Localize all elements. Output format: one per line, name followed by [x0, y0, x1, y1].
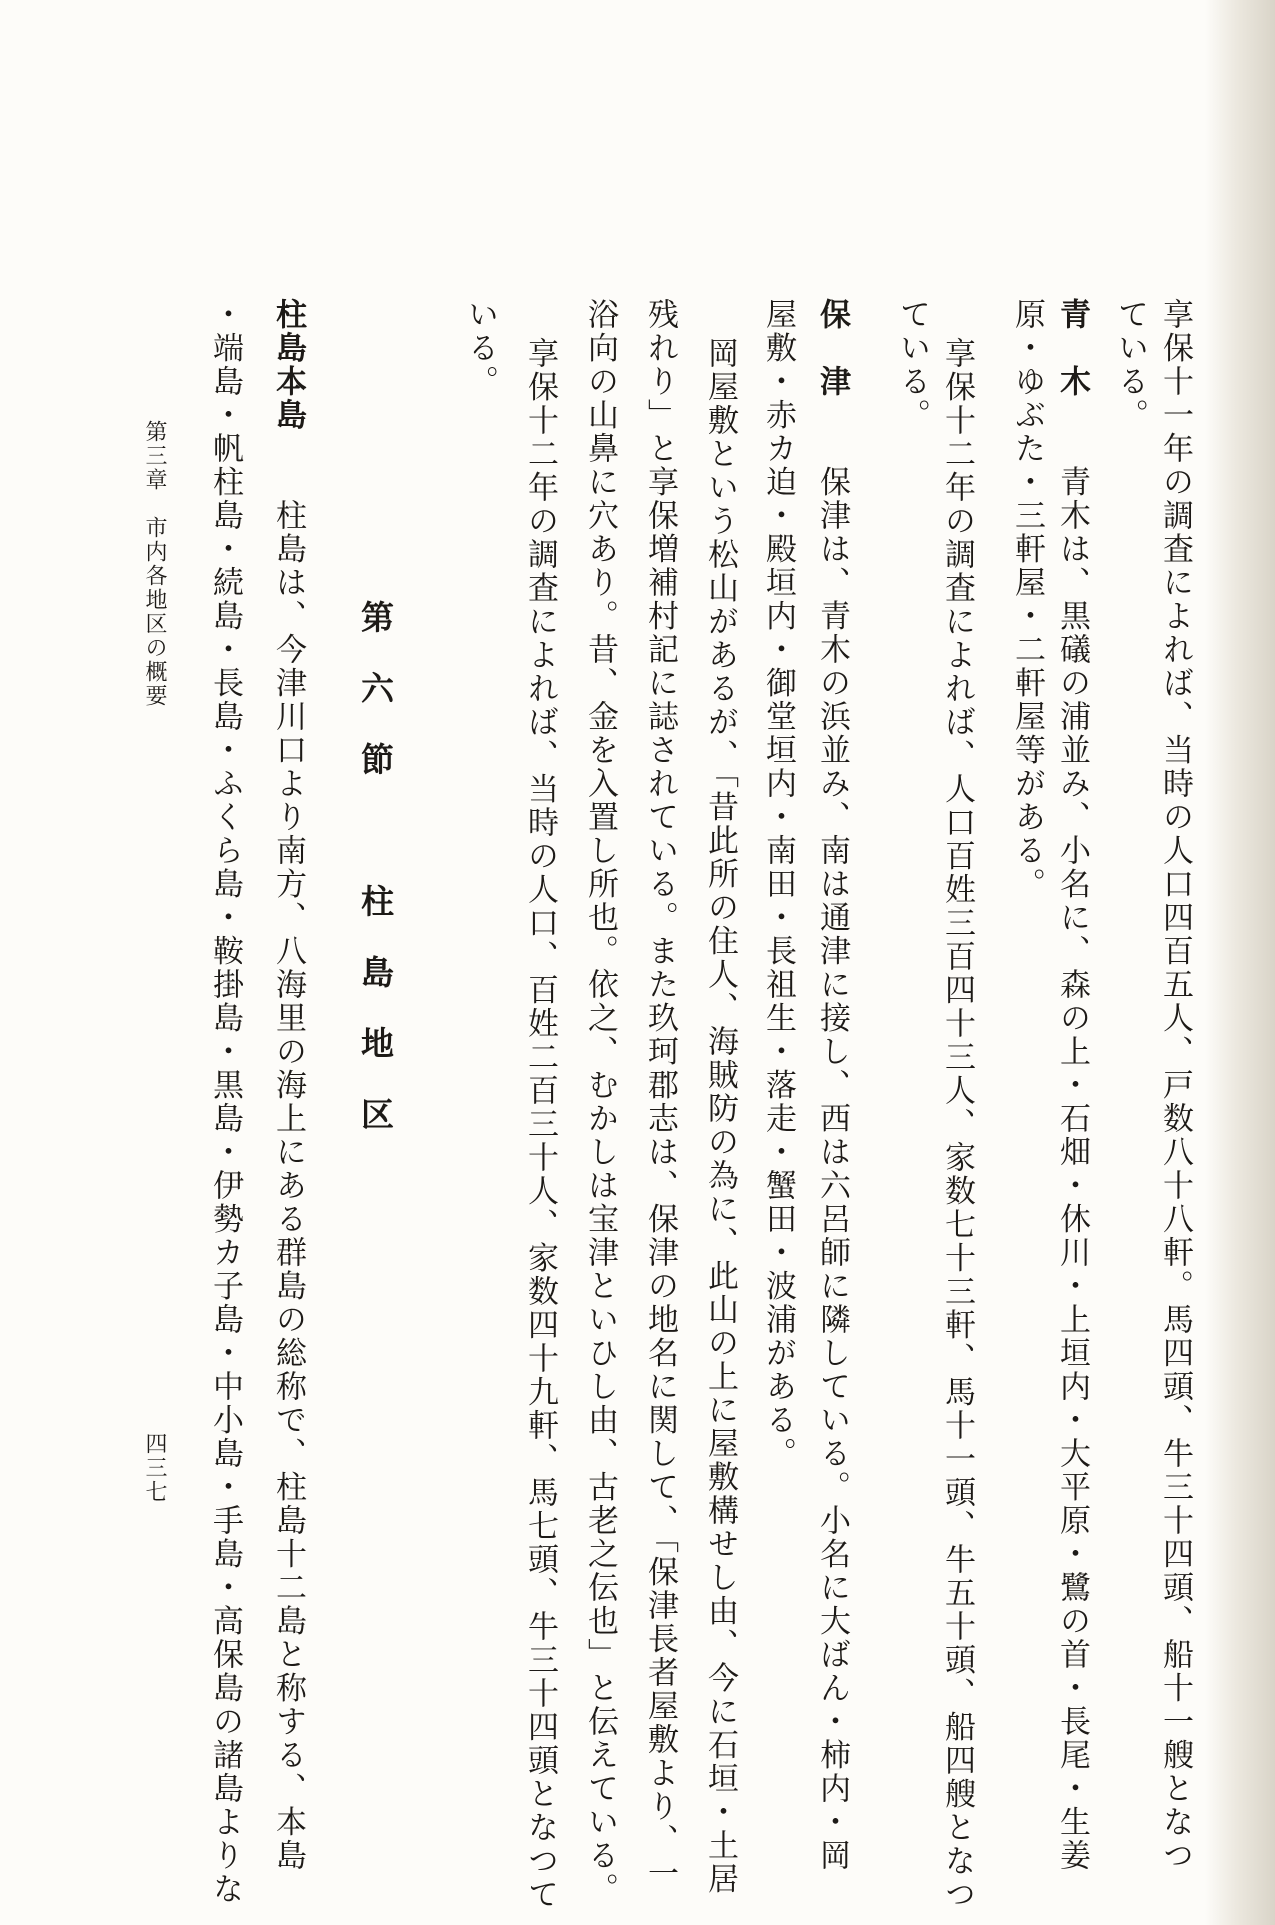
text-column-5: 享保十二年の調査によれば、人口百姓三百四十三人、家数七十三軒、馬十一頭、牛五十頭、船四艘となつ [939, 337, 975, 1912]
text-column-2: ている。 [1112, 298, 1148, 432]
text-column-1: 享保十一年の調査によれば、当時の人口四百五人、戸数八十八軒。馬四頭、牛三十四頭、船十一艘となつ [1157, 298, 1193, 1873]
text-column-8: 屋敷・赤カ迫・殿垣内・御堂垣内・南田・長祖生・落走・蟹田・波浦がある。 [760, 298, 796, 1471]
entry-heading: 青 木 [1054, 298, 1090, 399]
entry-heading: 保 津 [814, 298, 850, 399]
text-column-6: ている。 [894, 298, 930, 432]
section-heading: 第六節 柱島地区 [356, 600, 395, 1168]
text-column-12: 享保十二年の調査によれば、当時の人口、百姓二百三十人、家数四十九軒、馬七頭、牛三十四頭となつて [522, 337, 558, 1912]
section-text-column-2: ・端島・帆柱島・続島・長島・ふくら島・鞍掛島・黒島・伊勢カ子島・中小島・手島・高保島の諸島よりな [207, 298, 243, 1906]
chapter-footer: 第三章 市内各地区の概要 [142, 420, 167, 708]
text-column-13: いる。 [462, 298, 498, 399]
page-number: 四三七 [142, 1432, 167, 1504]
entry-heading: 柱島本島 [270, 298, 306, 432]
text-column-4: 原・ゆぶた・三軒屋・二軒屋等がある。 [1009, 298, 1045, 901]
text-column-10: 残れり」と享保増補村記に誌されている。また玖珂郡志は、保津の地名に関して、「保津長者屋敷より、一 [642, 298, 678, 1891]
section-text-column-1: 柱島本島 柱島は、今津川口より南方、八海里の海上にある群島の総称で、柱島十二島と称する、本島 [270, 298, 306, 1873]
text-column-9: 岡屋敷という松山があるが、「昔此所の住人、海賊防の為に、此山の上に屋敷構せし由、今に石垣・土居 [702, 337, 738, 1896]
page-edge-shadow [1205, 0, 1275, 1925]
text-column-11: 浴向の山鼻に穴あり。昔、金を入置し所也。依之、むかしは宝津といひし由、古老之伝也」と伝えている。 [582, 298, 618, 1906]
text-column-7-hotsu: 保 津 保津は、青木の浜並み、南は通津に接し、西は六呂師に隣している。小名に大ばん・柿内・岡 [814, 298, 850, 1873]
text-column-3-aoki: 青 木 青木は、黒礒の浦並み、小名に、森の上・石畑・休川・上垣内・大平原・鷺の首・長尾・生姜 [1054, 298, 1090, 1873]
